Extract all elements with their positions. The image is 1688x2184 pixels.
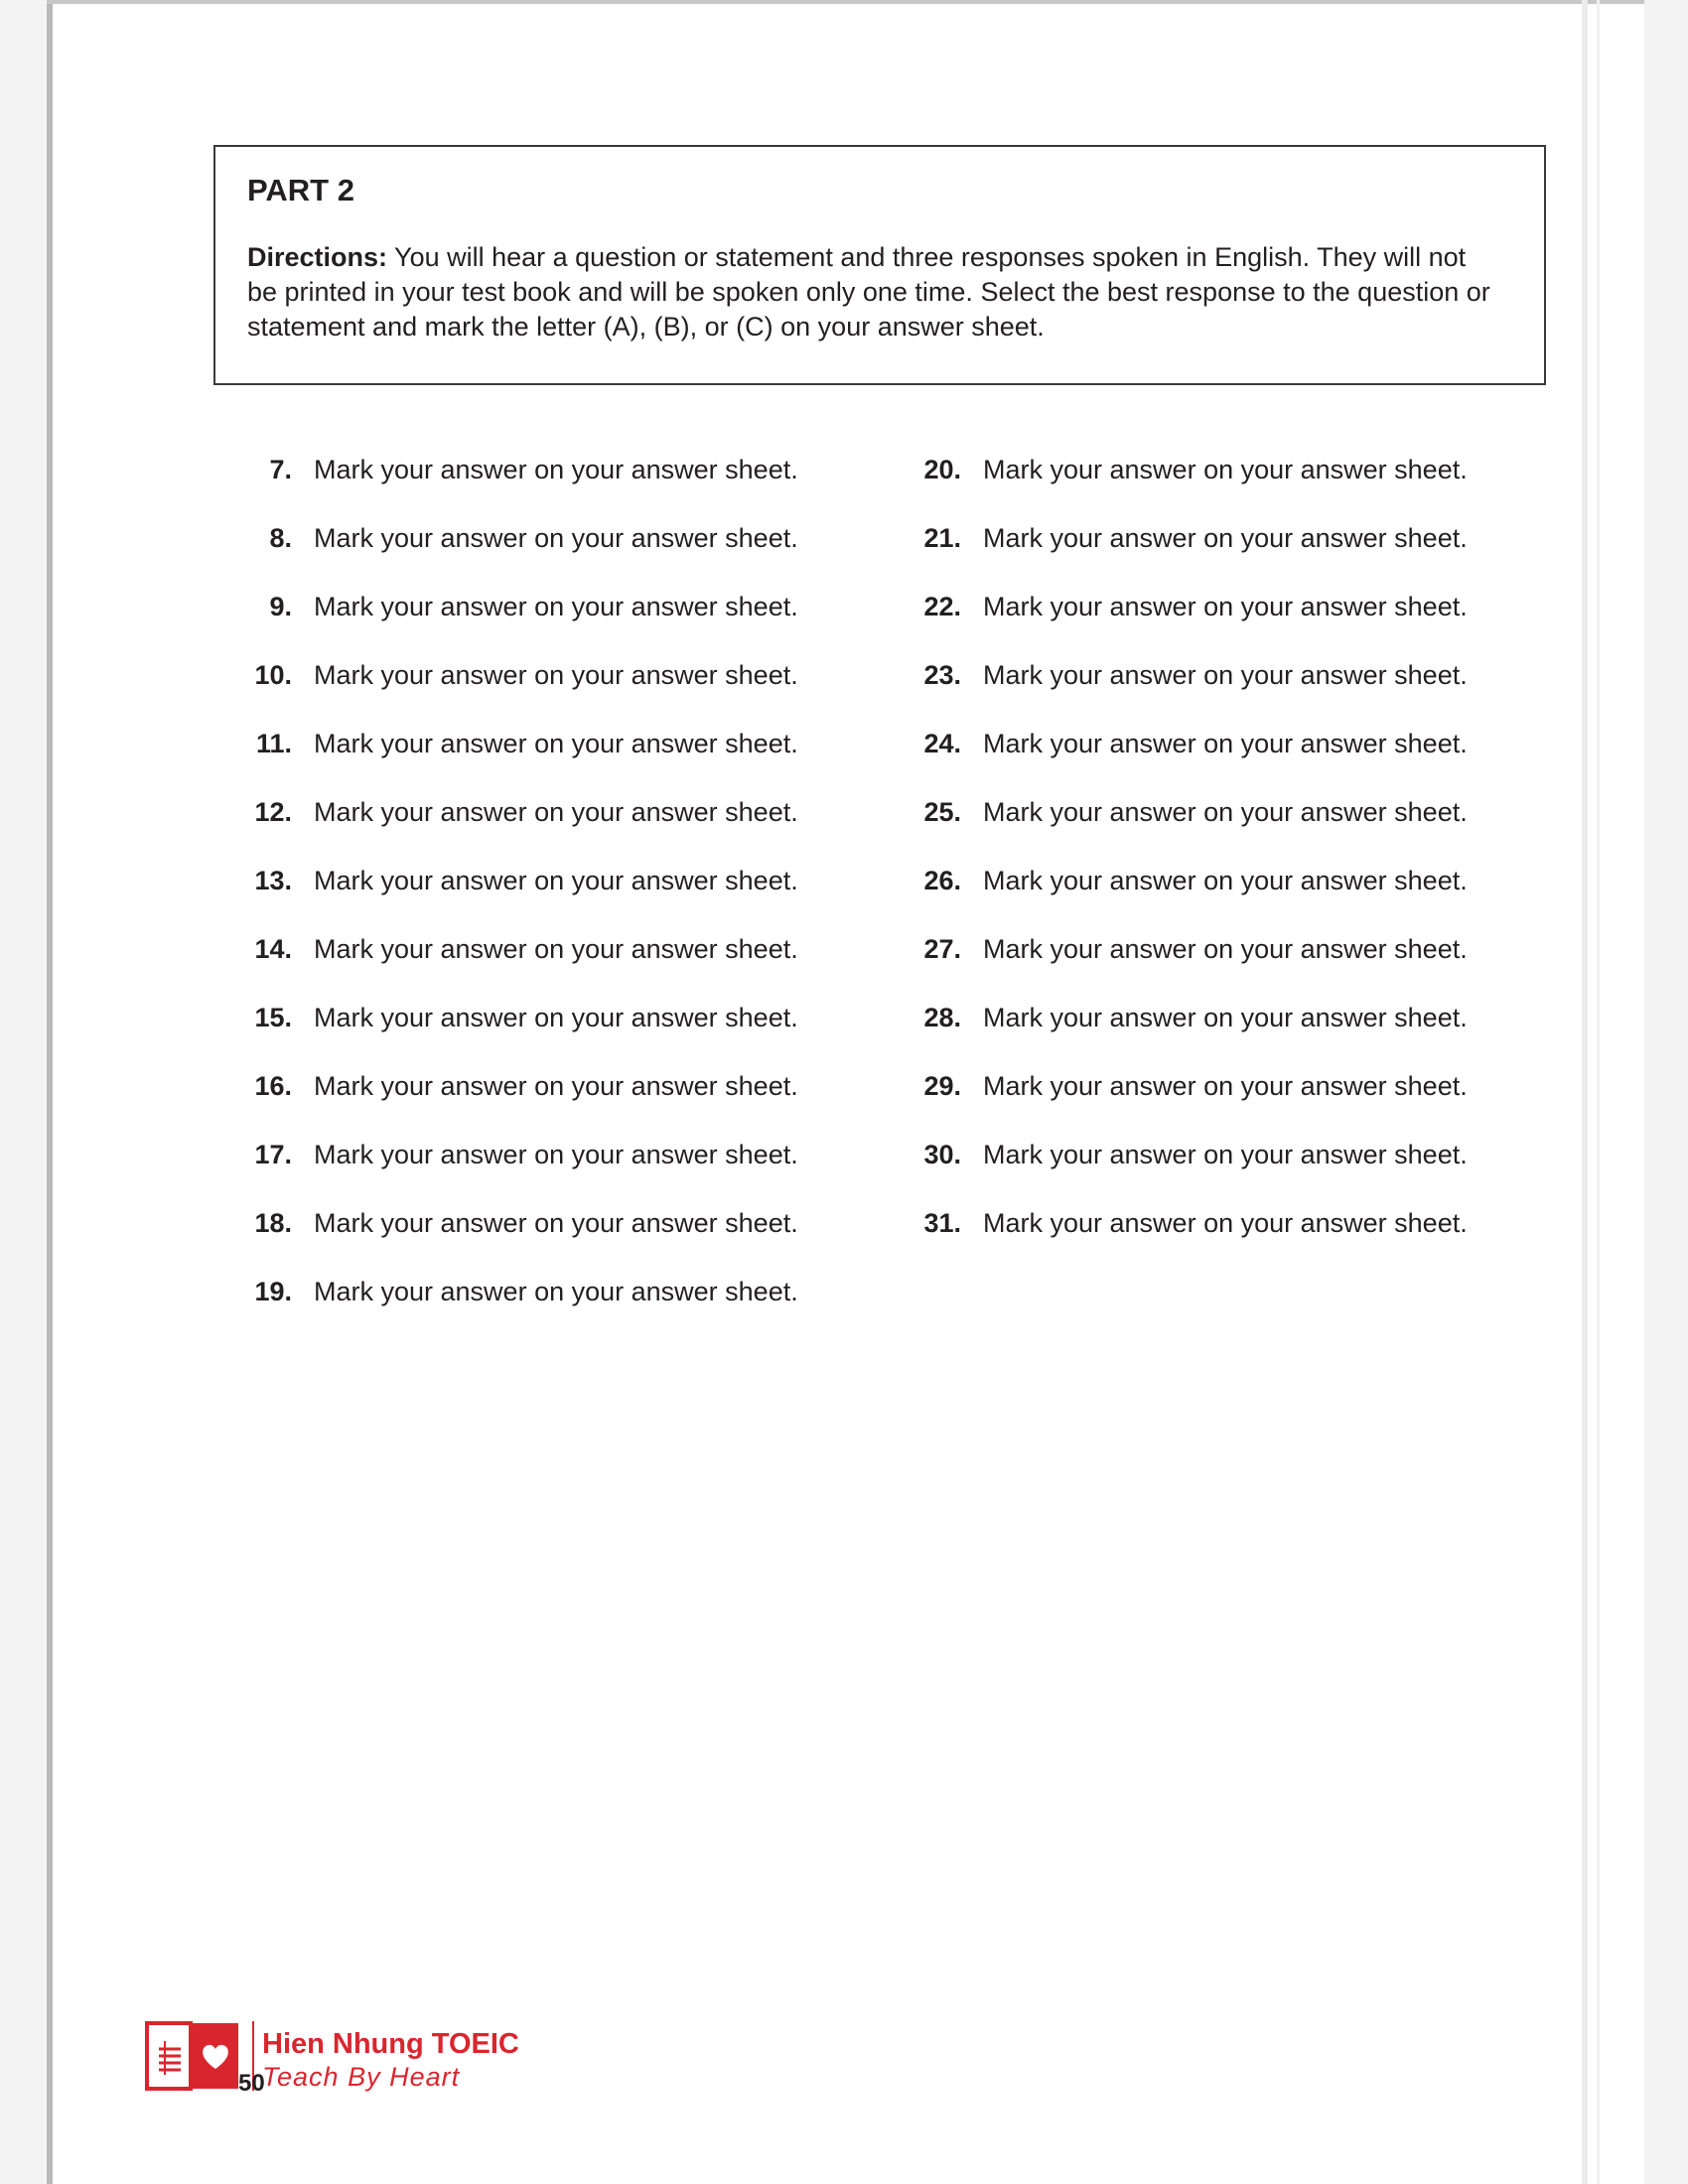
question-number: 12. <box>254 797 292 827</box>
page-right-edge-inner <box>1597 0 1600 2184</box>
open-book-heart-icon <box>145 2019 240 2093</box>
question-number: 15. <box>254 1003 292 1032</box>
question-item <box>896 1071 1468 1140</box>
question-item <box>896 660 1468 729</box>
question-item <box>226 934 798 1003</box>
question-text: Mark your answer on your answer sheet. <box>983 592 1468 621</box>
question-item <box>896 1003 1468 1071</box>
question-text: Mark your answer on your answer sheet. <box>314 729 798 758</box>
question-text: Mark your answer on your answer sheet. <box>983 1208 1468 1238</box>
question-number: 20. <box>923 455 961 484</box>
question-number: 7. <box>269 455 292 484</box>
question-text: Mark your answer on your answer sheet. <box>983 660 1468 690</box>
question-item <box>226 455 798 523</box>
question-text: Mark your answer on your answer sheet. <box>983 1071 1468 1101</box>
question-number: 21. <box>923 523 961 553</box>
questions-left-column <box>226 455 798 1345</box>
question-item <box>226 1277 798 1345</box>
question-text: Mark your answer on your answer sheet. <box>983 1003 1468 1032</box>
question-item <box>226 1140 798 1208</box>
part-title: PART 2 <box>247 173 354 207</box>
directions-label: Directions: <box>247 242 388 272</box>
question-item <box>226 1071 798 1140</box>
question-text: Mark your answer on your answer sheet. <box>314 1071 798 1101</box>
question-text: Mark your answer on your answer sheet. <box>314 934 798 964</box>
question-number: 26. <box>923 866 961 895</box>
question-number: 19. <box>254 1277 292 1306</box>
page-number: 50 <box>238 2070 265 2097</box>
question-text: Mark your answer on your answer sheet. <box>314 797 798 827</box>
question-number: 18. <box>254 1208 292 1238</box>
question-number: 10. <box>254 660 292 690</box>
question-text: Mark your answer on your answer sheet. <box>983 729 1468 758</box>
question-item <box>896 866 1468 934</box>
question-number: 17. <box>254 1140 292 1169</box>
question-item <box>226 729 798 797</box>
question-number: 14. <box>254 934 292 964</box>
directions-paragraph <box>247 240 1498 344</box>
question-text: Mark your answer on your answer sheet. <box>314 1140 798 1169</box>
question-text: Mark your answer on your answer sheet. <box>983 866 1468 895</box>
question-text: Mark your answer on your answer sheet. <box>314 1277 798 1306</box>
question-number: 8. <box>269 523 292 553</box>
question-item <box>896 1140 1468 1208</box>
question-number: 24. <box>923 729 961 758</box>
question-item <box>896 592 1468 660</box>
brand-slogan: Teach By Heart <box>262 2062 461 2092</box>
question-text: Mark your answer on your answer sheet. <box>314 660 798 690</box>
directions-text: You will hear a question or statement and three responses spoken in English. They will not be printed in your test book and will be spoken only one time. Select the best response to the question or statement and mark the letter (A), (B), or (C) on your answer sheet. <box>247 242 1490 341</box>
question-text: Mark your answer on your answer sheet. <box>314 455 798 484</box>
brand-name: Hien Nhung TOEIC <box>262 2028 519 2060</box>
question-text: Mark your answer on your answer sheet. <box>983 797 1468 827</box>
question-text: Mark your answer on your answer sheet. <box>983 455 1468 484</box>
question-item <box>226 797 798 866</box>
question-item <box>226 1003 798 1071</box>
question-item <box>226 523 798 592</box>
question-text: Mark your answer on your answer sheet. <box>983 934 1468 964</box>
question-text: Mark your answer on your answer sheet. <box>314 866 798 895</box>
question-text: Mark your answer on your answer sheet. <box>314 1003 798 1032</box>
question-number: 27. <box>923 934 961 964</box>
question-number: 29. <box>923 1071 961 1101</box>
question-item <box>896 455 1468 523</box>
question-number: 28. <box>923 1003 961 1032</box>
question-item <box>896 1208 1468 1277</box>
question-number: 23. <box>923 660 961 690</box>
question-text: Mark your answer on your answer sheet. <box>314 523 798 553</box>
questions-right-column <box>896 455 1468 1277</box>
question-item <box>896 797 1468 866</box>
question-text: Mark your answer on your answer sheet. <box>983 523 1468 553</box>
question-text: Mark your answer on your answer sheet. <box>314 1208 798 1238</box>
question-number: 11. <box>255 729 292 758</box>
question-number: 9. <box>269 592 292 621</box>
question-text: Mark your answer on your answer sheet. <box>314 592 798 621</box>
question-item <box>226 592 798 660</box>
question-number: 31. <box>923 1208 961 1238</box>
question-item <box>226 1208 798 1277</box>
question-item <box>226 866 798 934</box>
question-item <box>226 660 798 729</box>
question-number: 30. <box>923 1140 961 1169</box>
question-item <box>896 729 1468 797</box>
question-number: 16. <box>254 1071 292 1101</box>
question-item <box>896 523 1468 592</box>
page-right-edge <box>1582 0 1588 2184</box>
question-number: 25. <box>923 797 961 827</box>
directions-box <box>213 145 1546 385</box>
page-top-edge <box>47 0 1644 4</box>
question-number: 13. <box>254 866 292 895</box>
question-item <box>896 934 1468 1003</box>
question-text: Mark your answer on your answer sheet. <box>983 1140 1468 1169</box>
question-number: 22. <box>923 592 961 621</box>
